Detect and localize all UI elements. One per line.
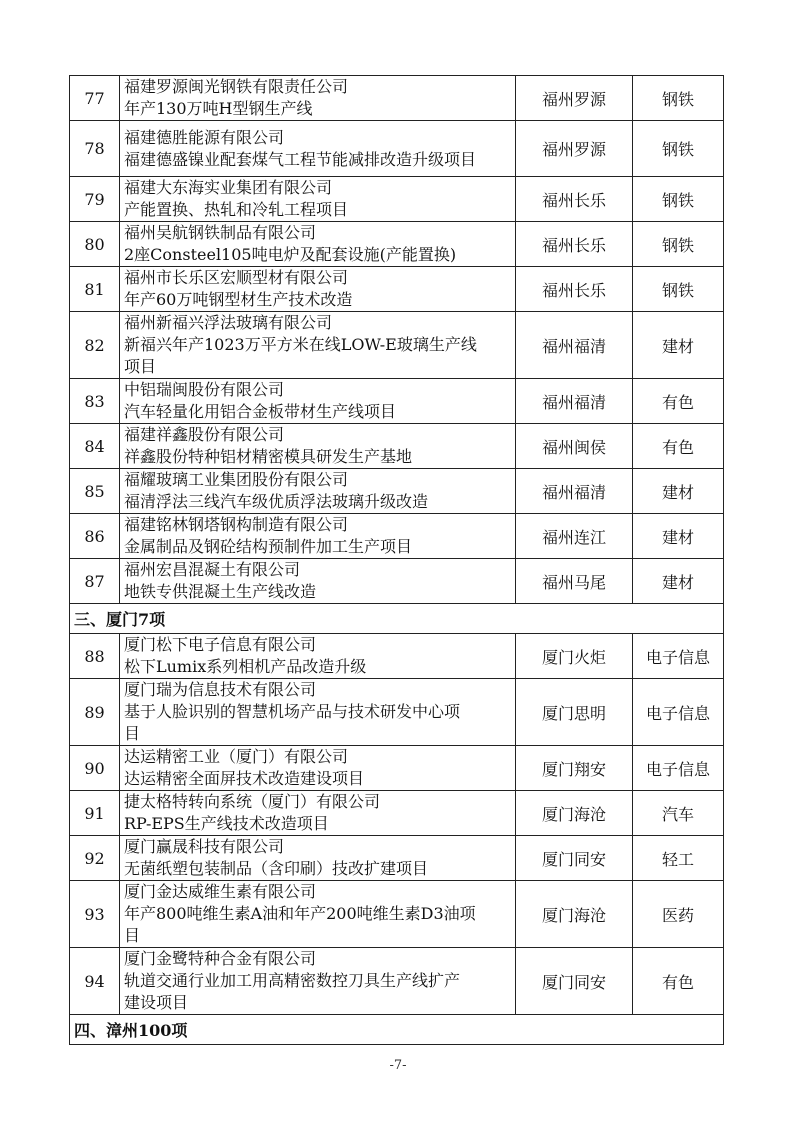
- table-row: [70, 76, 724, 121]
- industry: 建材: [633, 514, 724, 559]
- industry: 钢铁: [633, 76, 724, 121]
- industry: 医药: [633, 881, 724, 948]
- table-row: [70, 267, 724, 312]
- row-number: 93: [70, 881, 120, 948]
- project-name: 目: [124, 926, 141, 945]
- table-row: [70, 177, 724, 222]
- table-row: [70, 791, 724, 836]
- company-project-cell: [120, 679, 516, 746]
- industry: 钢铁: [633, 177, 724, 222]
- project-name: 达运精密全面屏技术改造建设项目: [124, 769, 365, 788]
- table-row: [70, 121, 724, 177]
- row-number: 83: [70, 379, 120, 424]
- project-name: 福建德盛镍业配套煤气工程节能减排改造升级项目: [124, 149, 477, 169]
- section-heading: 四、漳州100项: [70, 1015, 724, 1045]
- project-name: 祥鑫股份特种铝材精密模具研发生产基地: [124, 447, 413, 466]
- location: 厦门同安: [516, 948, 633, 1015]
- table-row: [70, 836, 724, 881]
- company-project-cell: [120, 881, 516, 948]
- section-heading: 三、厦门7项: [70, 604, 724, 634]
- industry: 有色: [633, 948, 724, 1015]
- project-name: 汽车轻量化用铝合金板带材生产线项目: [124, 402, 397, 421]
- page-number: -7-: [389, 1058, 407, 1073]
- company-project-cell: [120, 177, 516, 222]
- location: 厦门思明: [516, 679, 633, 746]
- company-name: 福州新福兴浮法玻璃有限公司: [124, 313, 333, 332]
- company-name: 福建德胜能源有限公司: [124, 127, 285, 147]
- table-row: [70, 679, 724, 746]
- table-row: [70, 312, 724, 379]
- row-number: 82: [70, 312, 120, 379]
- location: 厦门海沧: [516, 791, 633, 836]
- industry: 有色: [633, 424, 724, 469]
- project-name: 地铁专供混凝土生产线改造: [124, 582, 317, 601]
- company-name: 厦门松下电子信息有限公司: [124, 635, 317, 654]
- company-name: 捷太格特转向系统（厦门）有限公司: [124, 792, 381, 811]
- project-name: 2座Consteel105吨电炉及配套设施(产能置换): [124, 245, 457, 264]
- row-number: 77: [70, 76, 120, 121]
- company-project-cell: [120, 312, 516, 379]
- row-number: 94: [70, 948, 120, 1015]
- company-name: 福州宏昌混凝土有限公司: [124, 560, 301, 579]
- industry: 轻工: [633, 836, 724, 881]
- location: 福州长乐: [516, 222, 633, 267]
- project-name: 松下Lumix系列相机产品改造升级: [124, 657, 367, 676]
- company-name: 福建祥鑫股份有限公司: [124, 425, 285, 444]
- project-name: 金属制品及钢砼结构预制件加工生产项目: [124, 537, 413, 556]
- project-name: 新福兴年产1023万平方米在线LOW-E玻璃生产线: [124, 335, 477, 354]
- table-row: [70, 222, 724, 267]
- company-project-cell: [120, 267, 516, 312]
- row-number: 88: [70, 634, 120, 679]
- location: 福州长乐: [516, 267, 633, 312]
- row-number: 79: [70, 177, 120, 222]
- company-name: 中铝瑞闽股份有限公司: [124, 380, 285, 399]
- table-row: [70, 379, 724, 424]
- company-project-cell: [120, 948, 516, 1015]
- table-row: [70, 559, 724, 604]
- project-name: 目: [124, 724, 141, 743]
- project-name: 轨道交通行业加工用高精密数控刀具生产线扩产: [124, 971, 461, 990]
- row-number: 81: [70, 267, 120, 312]
- location: 厦门同安: [516, 836, 633, 881]
- project-name: 年产130万吨H型钢生产线: [124, 99, 313, 118]
- location: 福州福清: [516, 379, 633, 424]
- project-name: 产能置换、热轧和冷轧工程项目: [124, 200, 349, 219]
- project-name: RP-EPS生产线技术改造项目: [124, 814, 329, 833]
- location: 福州马尾: [516, 559, 633, 604]
- project-table: [69, 75, 724, 1045]
- company-name: 厦门金达威维生素有限公司: [124, 882, 317, 901]
- company-name: 福建大东海实业集团有限公司: [124, 178, 333, 197]
- row-number: 86: [70, 514, 120, 559]
- industry: 有色: [633, 379, 724, 424]
- company-name: 福耀玻璃工业集团股份有限公司: [124, 470, 349, 489]
- section-row: [70, 604, 724, 634]
- table-row: [70, 424, 724, 469]
- company-name: 福州吴航钢铁制品有限公司: [124, 223, 317, 242]
- company-name: 福建铭林钢塔钢构制造有限公司: [124, 515, 349, 534]
- industry: 电子信息: [633, 634, 724, 679]
- row-number: 92: [70, 836, 120, 881]
- company-name: 福州市长乐区宏顺型材有限公司: [124, 268, 349, 287]
- company-project-cell: [120, 424, 516, 469]
- row-number: 78: [70, 121, 120, 177]
- company-project-cell: [120, 121, 516, 177]
- industry: 钢铁: [633, 222, 724, 267]
- project-name: 年产800吨维生素A油和年产200吨维生素D3油项: [124, 904, 476, 923]
- industry: 建材: [633, 312, 724, 379]
- project-name: 建设项目: [124, 993, 189, 1012]
- company-project-cell: [120, 791, 516, 836]
- company-project-cell: [120, 469, 516, 514]
- table-row: [70, 469, 724, 514]
- company-name: 厦门金鹭特种合金有限公司: [124, 949, 317, 968]
- location: 厦门海沧: [516, 881, 633, 948]
- row-number: 90: [70, 746, 120, 791]
- company-project-cell: [120, 634, 516, 679]
- section-row: [70, 1015, 724, 1045]
- company-project-cell: [120, 514, 516, 559]
- company-name: 厦门赢晟科技有限公司: [124, 837, 285, 856]
- industry: 电子信息: [633, 746, 724, 791]
- location: 厦门翔安: [516, 746, 633, 791]
- location: 厦门火炬: [516, 634, 633, 679]
- company-project-cell: [120, 379, 516, 424]
- table-row: [70, 746, 724, 791]
- table-row: [70, 881, 724, 948]
- project-name: 年产60万吨钢型材生产技术改造: [124, 290, 353, 309]
- table-row: [70, 948, 724, 1015]
- project-name: 福清浮法三线汽车级优质浮法玻璃升级改造: [124, 492, 429, 511]
- row-number: 87: [70, 559, 120, 604]
- table-row: [70, 634, 724, 679]
- company-name: 福建罗源闽光钢铁有限责任公司: [124, 77, 349, 96]
- company-project-cell: [120, 222, 516, 267]
- row-number: 91: [70, 791, 120, 836]
- company-project-cell: [120, 559, 516, 604]
- company-project-cell: [120, 76, 516, 121]
- location: 福州长乐: [516, 177, 633, 222]
- location: 福州罗源: [516, 76, 633, 121]
- industry: 建材: [633, 469, 724, 514]
- row-number: 85: [70, 469, 120, 514]
- row-number: 80: [70, 222, 120, 267]
- location: 福州闽侯: [516, 424, 633, 469]
- row-number: 84: [70, 424, 120, 469]
- row-number: 89: [70, 679, 120, 746]
- project-name: 无菌纸塑包装制品（含印刷）技改扩建项目: [124, 859, 429, 878]
- industry: 汽车: [633, 791, 724, 836]
- location: 福州福清: [516, 312, 633, 379]
- location: 福州福清: [516, 469, 633, 514]
- table-row: [70, 514, 724, 559]
- industry: 电子信息: [633, 679, 724, 746]
- company-name: 厦门瑞为信息技术有限公司: [124, 680, 317, 699]
- project-table-body: [70, 76, 724, 1045]
- company-project-cell: [120, 836, 516, 881]
- industry: 钢铁: [633, 121, 724, 177]
- location: 福州罗源: [516, 121, 633, 177]
- industry: 建材: [633, 559, 724, 604]
- project-name: 基于人脸识别的智慧机场产品与技术研发中心项: [124, 702, 461, 721]
- company-project-cell: [120, 746, 516, 791]
- industry: 钢铁: [633, 267, 724, 312]
- location: 福州连江: [516, 514, 633, 559]
- project-name: 项目: [124, 357, 157, 376]
- company-name: 达运精密工业（厦门）有限公司: [124, 747, 349, 766]
